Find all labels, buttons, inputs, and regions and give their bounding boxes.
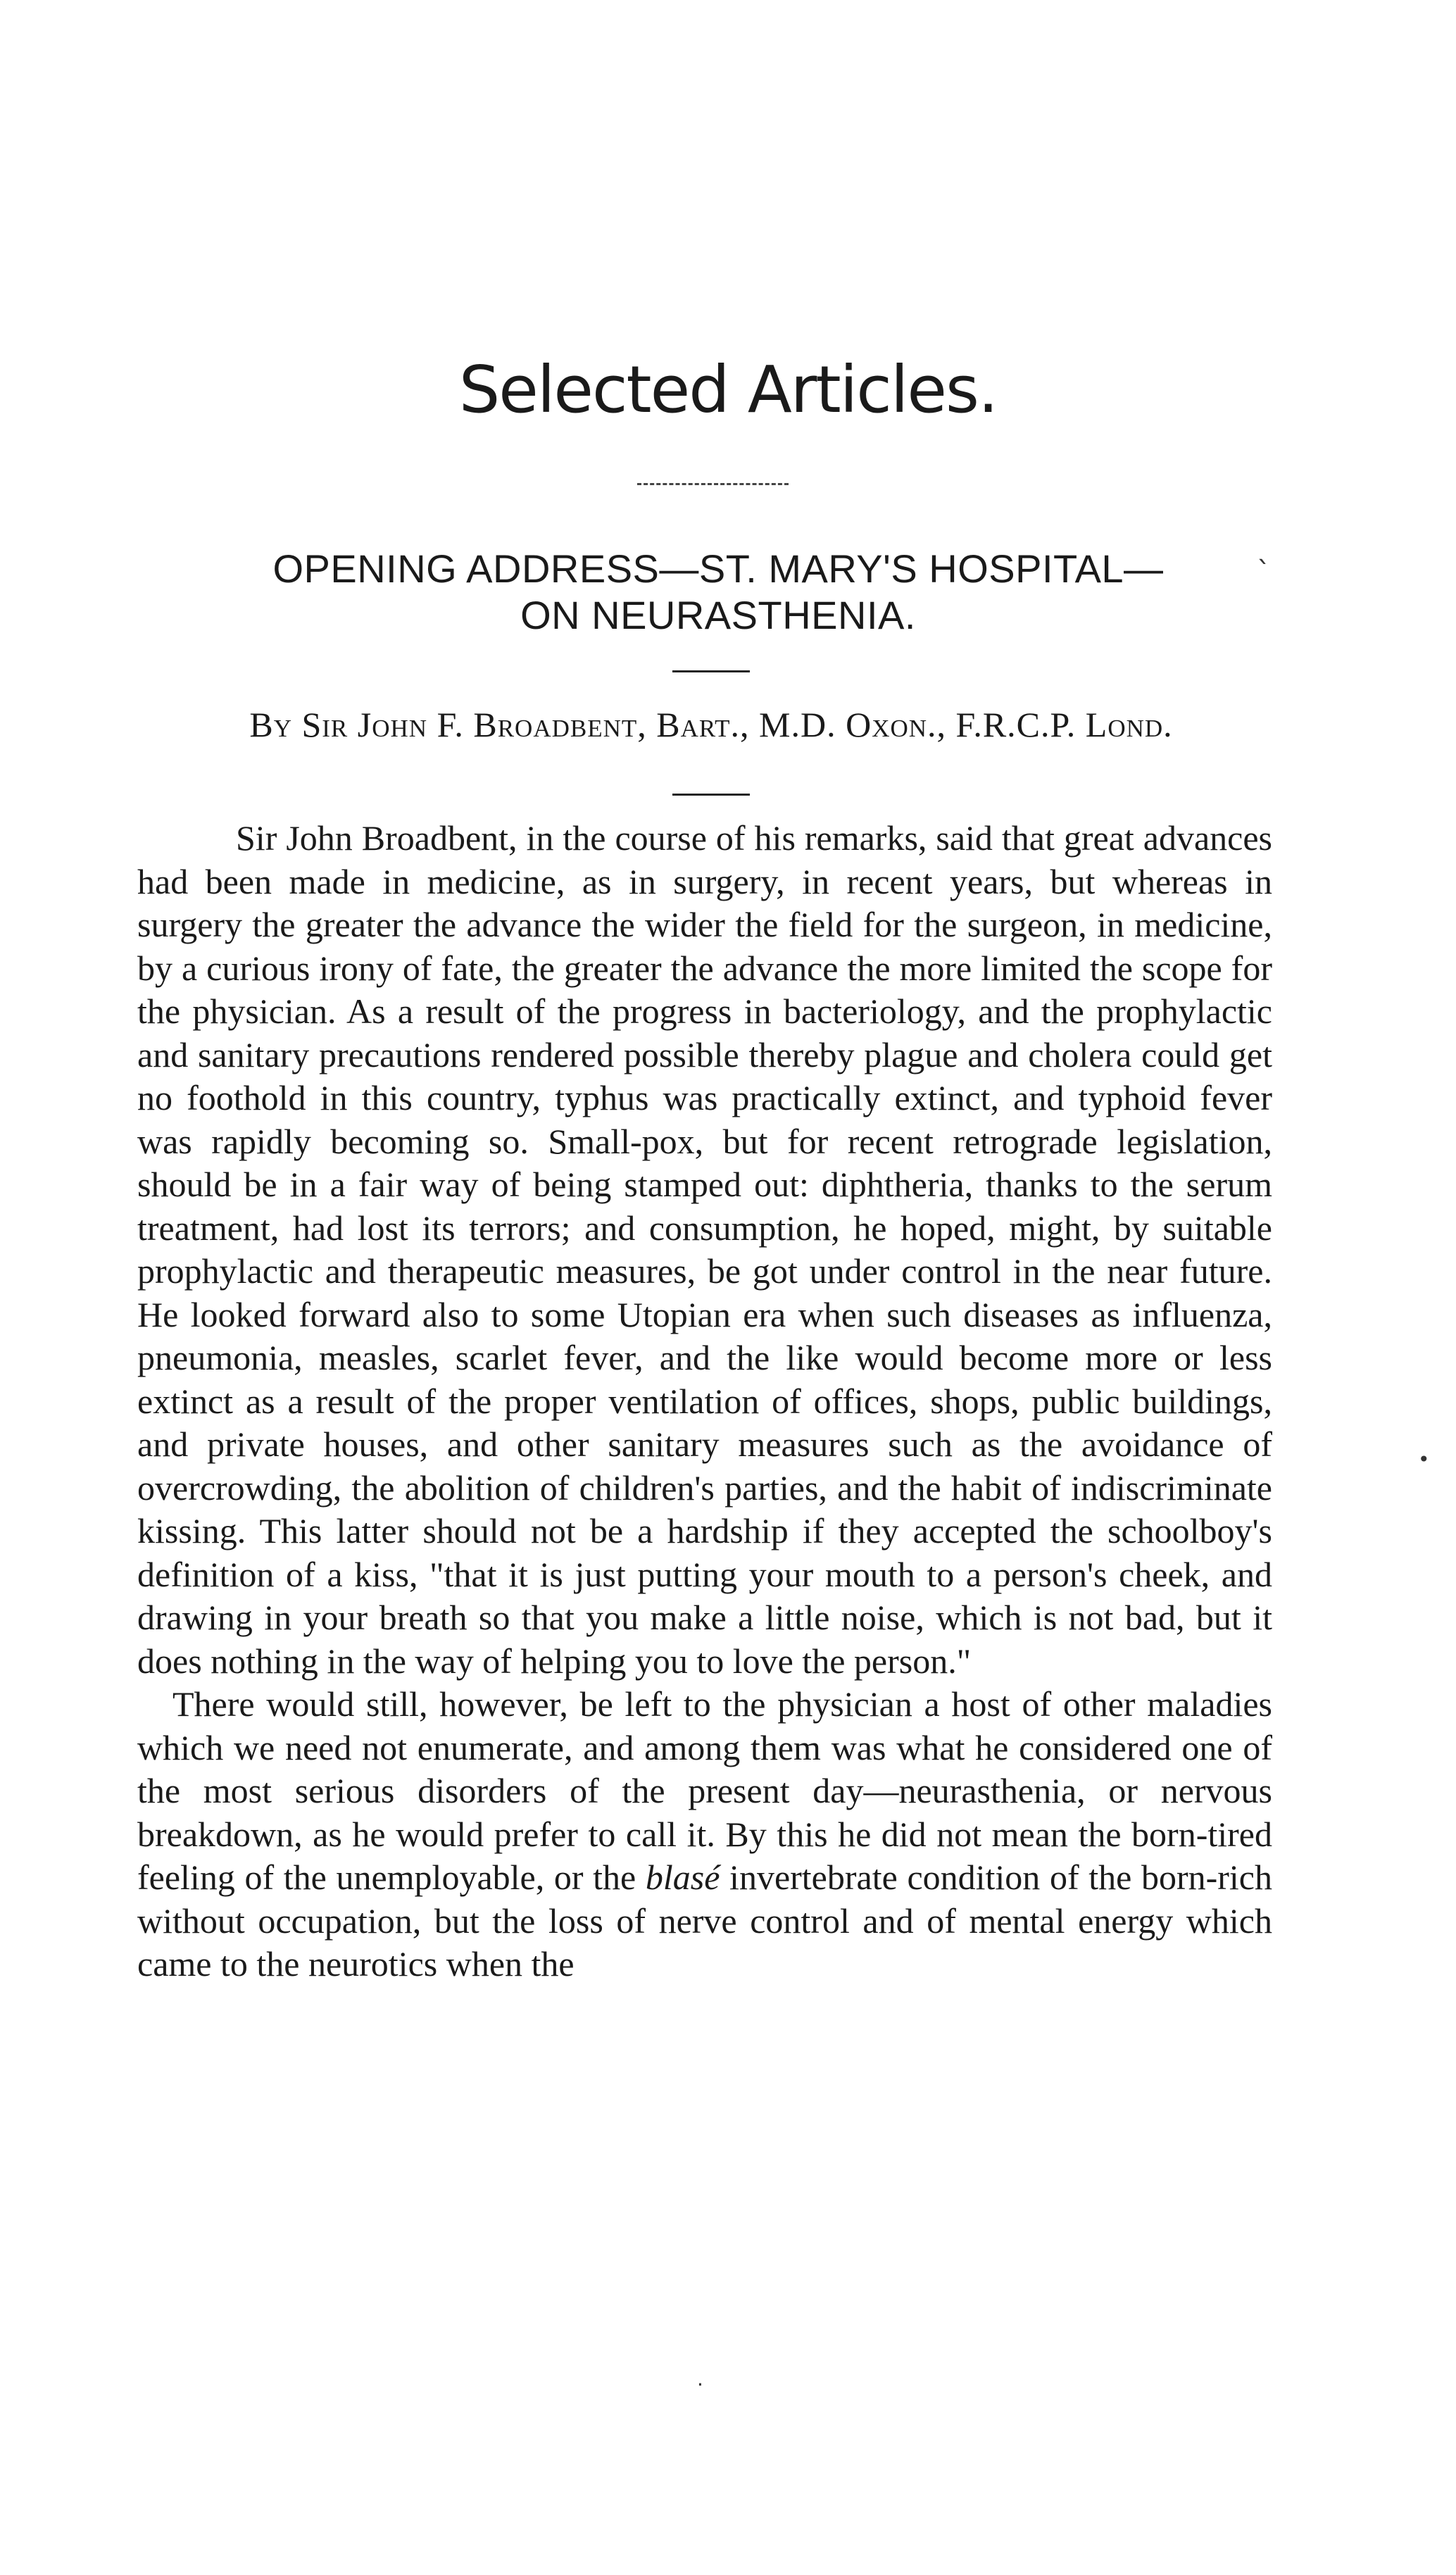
- divider-rule: [672, 794, 750, 796]
- body-text-segment: invertebrate condition of the born-rich without occupation, but the loss of nerve control and of mental energy which came to the neurotics when the: [137, 1857, 1272, 1984]
- divider-rule: [672, 670, 750, 672]
- section-title: Selected Articles.: [458, 352, 998, 427]
- scan-speck: •: [1418, 1448, 1430, 1471]
- article-title-line-2: ON NEURASTHENIA.: [520, 593, 916, 637]
- italic-word: blasé: [645, 1857, 720, 1897]
- body-text-segment: There would still, however, be left to the physician a host of other maladies which we need not enumerate, and among them was what he considered one of the most serious disorders of the present day—neurasthenia, or nervous breakdown, as he would prefer to call it. By this he did not mean the born-tired feeling of the unemployable, or the: [137, 1684, 1272, 1897]
- scan-speck: ·: [697, 2373, 703, 2396]
- decorative-ornament: [637, 483, 789, 485]
- body-paragraph: [137, 1683, 1272, 1986]
- article-body: [137, 817, 1272, 1986]
- scan-speck: ˋ: [1257, 556, 1271, 589]
- body-paragraph: Sir John Broadbent, in the course of his remarks, said that great advances had been made in medicine, as in surgery, in recent years, but whereas in surgery the greater the advance the wider the field for the surgeon, in medicine, by a curious irony of fate, the greater the advance the more limited the scope for the physician. As a result of the progress in bacteriology, and the prophylactic and sanitary precautions rendered possible thereby plague and cholera could get no foothold in this country, typhus was practically extinct, and typhoid fever was rapidly becoming so. Small-pox, but for recent retrograde legislation, should be in a fair way of being stamped out: diphtheria, thanks to the serum treatment, had lost its terrors; and consumption, he hoped, might, by suitable prophylactic and therapeutic measures, be got under control in the near future. He looked forward also to some Utopian era when such diseases as influenza, pneumonia, measles, scarlet fever, and the like would become more or less extinct as a result of the proper ventilation of offices, shops, public buildings, and private houses, and other sanitary measures such as the avoidance of overcrowding, the abolition of children's parties, and the habit of indiscriminate kissing. This latter should not be a hardship if they accepted the schoolboy's definition of a kiss, "that it is just putting your mouth to a person's cheek, and drawing in your breath so that you make a little noise, which is not bad, but it does nothing in the way of helping you to love the person.": [137, 818, 1272, 1681]
- author-byline: By Sir John F. Broadbent, Bart., M.D. Oxon., F.R.C.P. Lond.: [249, 705, 1173, 744]
- article-title: [169, 546, 1267, 639]
- article-title-line-1: OPENING ADDRESS—ST. MARY'S HOSPITAL—: [272, 546, 1164, 591]
